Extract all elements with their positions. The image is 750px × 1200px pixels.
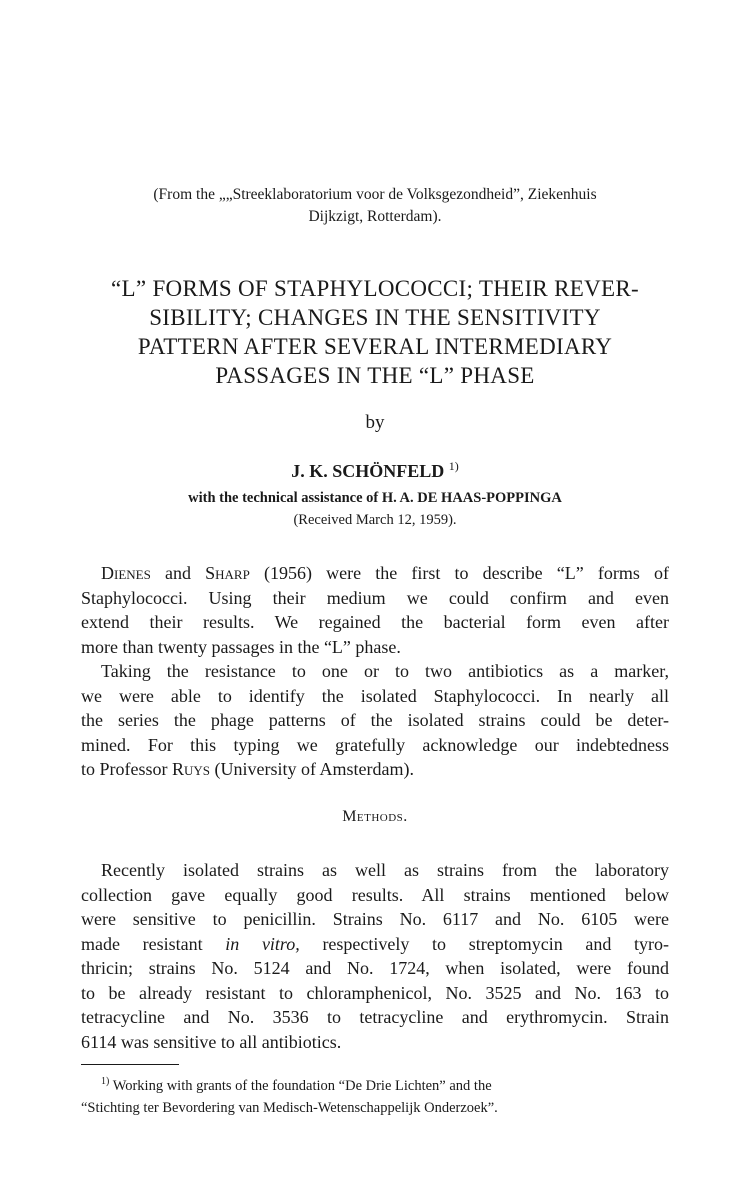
- paragraph-line: [81, 932, 669, 957]
- article-title: [60, 274, 690, 390]
- section-heading-methods: Methods.: [342, 808, 408, 825]
- text-run: to Professor: [81, 759, 172, 779]
- title-line: “L” FORMS OF STAPHYLOCOCCI; THEIR REVER-: [111, 276, 639, 301]
- paragraph-line: the series the phage patterns of the isolated strains could be deter-: [81, 710, 669, 730]
- author-reference: Dienes: [101, 563, 151, 583]
- paragraph-line: were sensitive to penicillin. Strains No. 6117 and No. 6105 were: [81, 909, 669, 929]
- italic-term: in vitro,: [225, 933, 300, 954]
- paragraph-line: tetracycline and No. 3536 to tetracycline and erythromycin. Strain: [81, 1007, 669, 1027]
- paragraph-line: Taking the resistance to one or to two antibiotics as a marker,: [101, 661, 669, 681]
- paragraph-line: mined. For this typing we gratefully acknowledge our indebtedness: [81, 734, 669, 755]
- author-reference: Sharp: [205, 563, 250, 583]
- author-name: [0, 459, 750, 482]
- paragraph-line: 6114 was sensitive to all antibiotics.: [81, 1031, 342, 1052]
- author-reference: Ruys: [172, 759, 211, 779]
- footnote: [81, 1071, 669, 1119]
- paragraph-line: to be already resistant to chloramphenicol, No. 3525 and No. 163 to: [81, 982, 669, 1003]
- paragraph-line: Recently isolated strains as well as strains from the laboratory: [101, 860, 669, 880]
- paragraph-line: more than twenty passages in the “L” phase.: [81, 636, 401, 657]
- footnote-divider: [81, 1064, 179, 1065]
- paragraph-methods: [81, 858, 669, 1054]
- footnote-line: [81, 1071, 669, 1097]
- technical-assistance: with the technical assistance of H. A. DE HAAS-POPPINGA: [188, 490, 562, 506]
- affiliation: [60, 184, 690, 228]
- text-run: (1956) were the first to describe “L” forms of: [249, 563, 669, 583]
- paragraph-line: thricin; strains No. 5124 and No. 1724, when isolated, were found: [81, 958, 669, 978]
- affiliation-line: (From the „„Streeklaboratorium voor de Volksgezondheid”, Ziekenhuis: [153, 186, 597, 203]
- title-line: SIBILITY; CHANGES IN THE SENSITIVITY: [149, 305, 601, 330]
- footnote-line: “Stichting ter Bevordering van Medisch-Wetenschappelijk Onderzoek”.: [81, 1099, 498, 1116]
- paragraph-marker: [81, 659, 669, 782]
- by-line: by: [365, 412, 385, 433]
- paragraph-line: [81, 757, 669, 782]
- text-run: Working with grants of the foundation “De Drie Lichten” and the: [109, 1077, 492, 1094]
- paragraph-line: [81, 561, 669, 586]
- paragraph-line: extend their results. We regained the bacterial form even after: [81, 612, 669, 632]
- author-footnote-mark: 1): [448, 459, 459, 473]
- affiliation-line: Dijkzigt, Rotterdam).: [308, 208, 442, 225]
- paragraph-line: collection gave equally good results. All strains mentioned below: [81, 884, 669, 905]
- author-name-text: J. K. SCHÖNFELD: [291, 461, 445, 481]
- paragraph-intro: [81, 561, 669, 659]
- footnote-mark: 1): [101, 1076, 110, 1087]
- text-run: respectively to streptomycin and tyro-: [299, 933, 669, 954]
- paragraph-line: Staphylococci. Using their medium we could confirm and even: [81, 587, 669, 608]
- received-date: (Received March 12, 1959).: [293, 512, 457, 528]
- text-run: and: [150, 563, 206, 583]
- title-line: PATTERN AFTER SEVERAL INTERMEDIARY: [137, 334, 613, 359]
- title-line: PASSAGES IN THE “L” PHASE: [215, 363, 535, 388]
- text-run: (University of Amsterdam).: [210, 759, 414, 779]
- paragraph-line: we were able to identify the isolated Staphylococci. In nearly all: [81, 685, 669, 706]
- text-run: made resistant: [81, 933, 226, 954]
